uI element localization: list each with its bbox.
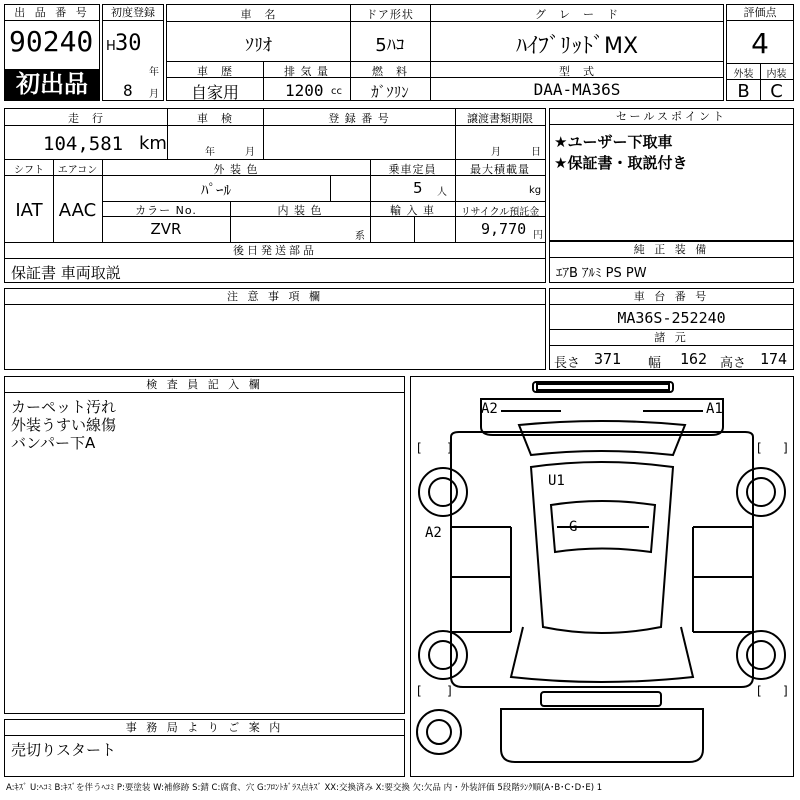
displacement-unit: cc [331, 86, 342, 97]
score-block [726, 4, 794, 101]
recycle-label: リサイクル預託金 [460, 207, 540, 218]
later-parts-value: 保証書 車両取説 [11, 264, 121, 282]
notes-box [4, 288, 546, 370]
sales-point-item: ★ユーザー下取車 [554, 133, 673, 151]
mileage-label: 走 行 [68, 112, 104, 125]
inspector-line: バンパー下A [11, 434, 96, 452]
first-reg-month-unit: 月 [149, 89, 159, 100]
fuel-label: 燃 料 [372, 65, 408, 78]
first-reg-year-unit: 年 [149, 67, 159, 78]
car-name-value: ｿﾘｵ [245, 35, 272, 56]
car-block [166, 4, 724, 101]
transfer-month-unit: 月 [491, 147, 501, 158]
svg-text:]: ] [447, 441, 452, 455]
aircon-value: AAC [58, 200, 97, 221]
door-label: ドア形状 [366, 8, 414, 21]
sales-points-label: セールスポイント [550, 109, 793, 125]
chassis-label: 車 台 番 号 [550, 289, 793, 305]
history-label: 車 歴 [197, 65, 233, 78]
max-load-unit: kg [529, 185, 542, 196]
damage-mark: A2 [481, 401, 498, 417]
model-label: 型 式 [559, 65, 595, 78]
length-label: 長さ [554, 356, 581, 371]
equipment-value: ｴｱB ｱﾙﾐ PS PW [556, 266, 647, 281]
grade-label: グ レ ー ド [535, 8, 619, 21]
lot-box [4, 4, 100, 101]
chassis-box [549, 288, 794, 370]
inspection-label: 車 検 [197, 112, 233, 125]
max-load-label: 最大積載量 [470, 163, 530, 176]
score-label: 評価点 [727, 5, 793, 21]
width-value: 162 [680, 350, 708, 368]
shift-value: IAT [15, 200, 43, 221]
inspection-month-unit: 月 [245, 147, 255, 158]
exterior-grade-label: 外装 [733, 69, 754, 80]
int-color-unit: 系 [355, 231, 365, 242]
model-value: DAA-MA36S [533, 80, 621, 99]
notes-label: 注 意 事 項 欄 [5, 289, 545, 305]
first-reg-month: 8 [123, 81, 133, 100]
ext-color-label: 外 装 色 [213, 163, 259, 176]
legend-text: A:ｷｽﾞ U:ﾍｺﾐ B:ｷｽﾞを伴うﾍｺﾐ P:要塗装 W:補修跡 S:錆 C:腐食、穴 G:ﾌﾛﾝﾄｶﾞﾗｽ点ｷｽﾞ XX:交換済み X:要交換 欠:欠品 内・外装評価 5段階ﾗﾝｸ順(A･B･C･D･E) 1 [6, 783, 603, 793]
transfer-day-unit: 日 [531, 147, 541, 158]
aircon-label: エアコン [57, 165, 98, 176]
car-name-label: 車 名 [240, 8, 277, 21]
capacity-label: 乗車定員 [388, 163, 437, 176]
car-diagram [410, 376, 794, 777]
equipment-label: 純 正 装 備 [550, 242, 793, 258]
ext-color-value: ﾊﾟｰﾙ [200, 181, 231, 199]
damage-mark: G [569, 519, 578, 535]
length-value: 371 [594, 350, 622, 368]
chassis-value: MA36S-252240 [617, 309, 726, 327]
sales-point-item: ★保証書・取説付き [554, 154, 688, 172]
capacity-value: 5 [413, 179, 423, 197]
damage-mark: A1 [706, 401, 723, 417]
first-listing-badge: 初出品 [5, 69, 99, 100]
height-label: 高さ [720, 356, 747, 371]
recycle-unit: 円 [533, 230, 543, 241]
interior-grade-value: C [770, 81, 783, 102]
svg-text:[: [ [417, 441, 422, 455]
inspector-box [4, 376, 405, 714]
sales-points-box [549, 108, 794, 241]
exterior-grade-value: B [737, 81, 750, 102]
car-diagram-drawing [411, 377, 793, 776]
color-no-value: ZVR [150, 220, 182, 238]
mileage-unit: km [139, 133, 167, 154]
inspector-line: カーペット汚れ [11, 398, 117, 416]
grade-value: ﾊｲﾌﾞﾘｯﾄﾞMX [515, 34, 639, 59]
history-value: 自家用 [190, 83, 239, 102]
details-block [4, 108, 546, 283]
specs-label: 諸 元 [550, 330, 793, 346]
damage-mark: A2 [425, 525, 442, 541]
recycle-value: 9,770 [481, 220, 527, 238]
interior-grade-label: 内装 [766, 69, 787, 80]
damage-mark: U1 [548, 473, 565, 489]
lot-number: 90240 [9, 25, 94, 58]
displacement-label: 排 気 量 [284, 65, 329, 78]
fuel-value: ｶﾞｿﾘﾝ [371, 83, 409, 101]
shift-label: シフト [14, 165, 44, 176]
mileage-value: 104,581 [43, 133, 124, 155]
height-value: 174 [760, 350, 788, 368]
first-reg-year: 30 [115, 31, 142, 56]
office-value: 売切りスタート [11, 741, 117, 759]
later-parts-label: 後日発送部品 [5, 243, 545, 259]
score-value: 4 [751, 27, 769, 60]
office-box [4, 719, 405, 777]
displacement-value: 1200 [285, 81, 324, 100]
first-reg-label: 初度登録 [103, 5, 163, 21]
first-reg-era: H [106, 39, 116, 54]
width-label: 幅 [648, 356, 662, 371]
reg-number-label: 登 録 番 号 [328, 112, 390, 125]
int-color-label: 内 装 色 [277, 204, 323, 217]
equipment-box [549, 241, 794, 283]
inspection-year-unit: 年 [205, 147, 215, 158]
inspector-line: 外装うすい線傷 [11, 416, 117, 434]
color-no-label: カラー No. [135, 204, 197, 217]
svg-text:[: [ [417, 684, 422, 698]
capacity-unit: 人 [437, 187, 447, 198]
svg-text:]: ] [783, 684, 788, 698]
lot-label: 出 品 番 号 [5, 5, 99, 21]
transfer-label: 譲渡書類期限 [467, 112, 533, 125]
office-label: 事 務 局 よ り ご 案 内 [5, 720, 404, 736]
svg-text:]: ] [783, 441, 788, 455]
svg-text:[: [ [757, 684, 762, 698]
first-reg-box [102, 4, 164, 101]
svg-text:[: [ [757, 441, 762, 455]
svg-text:]: ] [447, 684, 452, 698]
door-value: 5ﾊｺ [375, 35, 405, 56]
inspector-label: 検 査 員 記 入 欄 [5, 377, 404, 393]
import-label: 輸 入 車 [390, 204, 435, 217]
